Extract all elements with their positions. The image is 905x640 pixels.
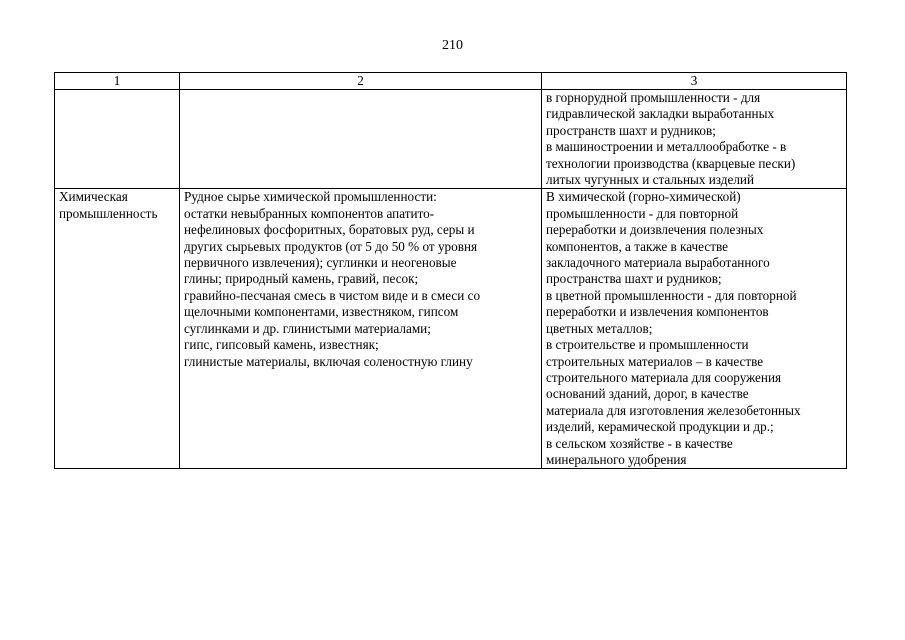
cell-text-line: глины; природный камень, гравий, песок; (184, 271, 419, 287)
cell-text-line: промышленности - для повторной (546, 205, 739, 221)
cell-text-line: технологии производства (кварцевые пески) (546, 155, 796, 171)
cell-text-line: Рудное сырье химической промышленности: (184, 189, 437, 205)
cell-text-line: в цветной промышленности - для повторной (546, 287, 797, 303)
cell-text-line: глинистые материалы, включая соленостную глину (184, 353, 473, 369)
cell-text-line: минерального удобрения (546, 451, 687, 467)
cell-text-line: гипс, гипсовый камень, известняк; (184, 337, 379, 353)
table-body (55, 90, 847, 469)
header-col-1: 1 (55, 73, 180, 90)
cell-text-line: В химической (горно-химической) (546, 189, 741, 205)
cell-text-line: строительного материала для сооружения (546, 369, 782, 385)
cell-text-line: компонентов, а также в качестве (546, 238, 728, 254)
cell-text-line: промышленность (59, 205, 158, 221)
header-col-2: 2 (180, 73, 542, 90)
cell-text-line: гравийно-песчаная смесь в чистом виде и в смеси со (184, 287, 481, 303)
table-cell-col-2 (180, 90, 542, 189)
document-table (54, 72, 847, 469)
cell-text-line: щелочными компонентами, известняком, гипсом (184, 304, 459, 320)
table-row (55, 90, 847, 189)
cell-text-line: суглинками и др. глинистыми материалами; (184, 320, 431, 336)
cell-text-line: оснований зданий, дорог, в качестве (546, 386, 749, 402)
header-col-3: 3 (542, 73, 847, 90)
table-cell-col-3 (542, 90, 847, 189)
table-cell-col-3 (542, 189, 847, 469)
cell-text-line: строительных материалов – в качестве (546, 353, 764, 369)
cell-text-line: в машиностроении и металлообработке - в (546, 139, 787, 155)
cell-text-line: в горнорудной промышленности - для (546, 90, 761, 105)
cell-text-line: переработки и извлечения компонентов (546, 304, 769, 320)
cell-text-line: цветных металлов; (546, 320, 653, 336)
table-cell-col-2 (180, 189, 542, 469)
table-cell-col-1 (55, 189, 180, 469)
cell-text-line: переработки и доизвлечения полезных (546, 222, 764, 238)
cell-text-line: изделий, керамической продукции и др.; (546, 419, 774, 435)
table-header-row (55, 73, 847, 90)
cell-text-line: нефелиновых фосфоритных, боратовых руд, серы и (184, 222, 475, 238)
cell-text-line: закладочного материала выработанного (546, 255, 770, 271)
table-cell-col-1 (55, 90, 180, 189)
cell-text-line: других сырьевых продуктов (от 5 до 50 % от уровня (184, 238, 478, 254)
cell-text-line: в строительстве и промышленности (546, 337, 749, 353)
cell-text-line: в сельском хозяйстве - в качестве (546, 435, 733, 451)
cell-text-line: первичного извлечения); суглинки и неогеновые (184, 255, 457, 271)
cell-text-line: материала для изготовления железобетонных (546, 402, 801, 418)
cell-text-line: Химическая (59, 189, 128, 205)
page-number: 210 (442, 38, 463, 53)
table-row (55, 189, 847, 469)
cell-text-line: литых чугунных и стальных изделий (546, 172, 755, 188)
cell-text-line: гидравлической закладки выработанных (546, 106, 775, 122)
cell-text-line: остатки невыбранных компонентов апатито- (184, 205, 435, 221)
cell-text-line: пространств шахт и рудников; (546, 122, 716, 138)
cell-text-line: пространства шахт и рудников; (546, 271, 722, 287)
